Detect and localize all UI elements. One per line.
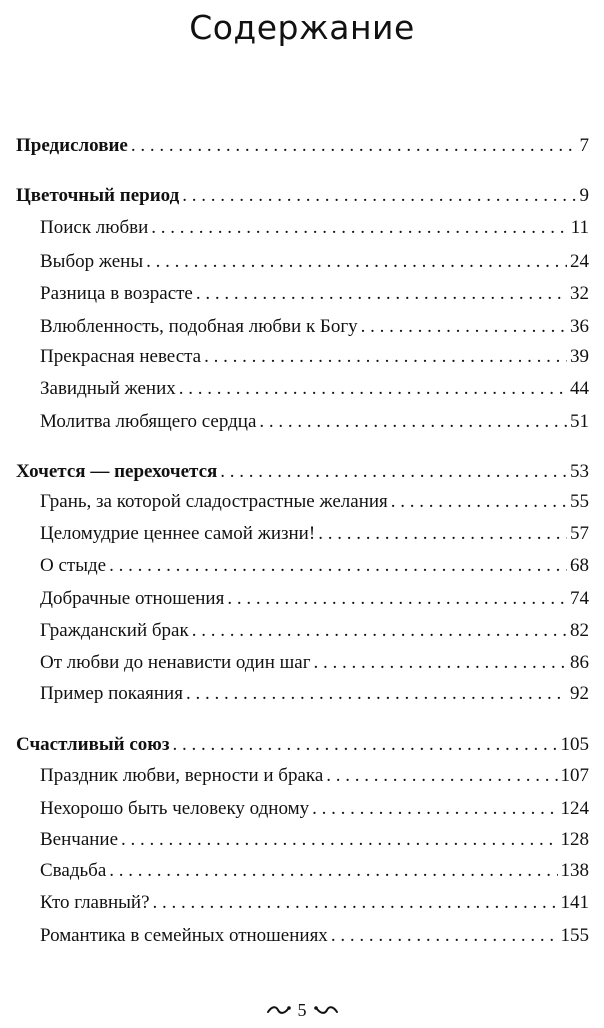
toc-entry [40, 617, 589, 645]
toc-entry-title: Хочется — перехочется [16, 461, 218, 482]
toc-entry-page: 55 [570, 491, 589, 512]
toc-entry-title: Завидный жених [40, 378, 176, 399]
dot-leader [146, 248, 567, 276]
dot-leader [182, 182, 576, 210]
toc-entry [40, 680, 589, 708]
toc-entry-title: Разница в возрасте [40, 283, 193, 304]
toc-entry-title: Счастливый союз [16, 734, 170, 755]
toc-entry-page: 24 [570, 251, 589, 272]
dot-leader [318, 520, 567, 548]
toc-entry [40, 889, 589, 917]
page-footer [0, 996, 604, 1024]
toc-entry-title: Влюбленность, подобная любви к Богу [40, 316, 358, 337]
dot-leader [391, 488, 567, 516]
toc-entry-page: 86 [570, 652, 589, 673]
dot-leader [220, 458, 567, 486]
toc-entry-title: Венчание [40, 829, 119, 850]
toc-entry-title: Добрачные отношения [40, 588, 225, 609]
toc-entry [40, 214, 589, 242]
toc-entry [40, 922, 589, 950]
toc-entry-page: 39 [570, 346, 589, 367]
toc-entry-title: Романтика в семейных отношениях [40, 925, 328, 946]
dot-leader [331, 922, 558, 950]
toc-entry-page: 11 [570, 217, 589, 238]
toc-entry [40, 826, 589, 854]
dot-leader [109, 857, 557, 885]
toc-entry-title: Целомудрие ценнее самой жизни! [40, 523, 316, 544]
toc-entry [40, 408, 589, 436]
toc-entry-page: 68 [570, 555, 589, 576]
dot-leader [109, 552, 567, 580]
toc-section-entry [16, 731, 589, 759]
toc-entry-page: 105 [560, 734, 589, 755]
toc-entry-page: 36 [570, 316, 589, 337]
toc-entry-page: 57 [570, 523, 589, 544]
toc-entry-page: 92 [570, 683, 589, 704]
dot-leader [186, 680, 567, 708]
toc-entry-page: 155 [560, 925, 589, 946]
page-title: Содержание [189, 8, 415, 47]
dot-leader [204, 343, 567, 371]
toc-entry-title: Пример покаяния [40, 683, 183, 704]
toc-entry-page: 7 [579, 135, 589, 156]
toc-entry [40, 520, 589, 548]
toc-entry [40, 795, 589, 823]
dot-leader [153, 889, 558, 917]
toc-entry-page: 141 [560, 892, 589, 913]
toc-entry-page: 44 [570, 378, 589, 399]
toc-entry-title: Грань, за которой сладострастные желания [40, 491, 388, 512]
toc-entry-title: Кто главный? [40, 892, 150, 913]
toc-entry-page: 138 [560, 860, 589, 881]
toc-entry-title: Молитва любящего сердца [40, 411, 257, 432]
dot-leader [151, 214, 567, 242]
toc-entry [40, 375, 589, 403]
toc-entry [40, 248, 589, 276]
toc-entry-page: 51 [570, 411, 589, 432]
toc-entry [40, 762, 589, 790]
toc-entry-title: Свадьба [40, 860, 107, 881]
toc-entry-title: Нехорошо быть человеку одному [40, 798, 310, 819]
toc-entry-title: Праздник любви, верности и брака [40, 765, 324, 786]
dot-leader [361, 313, 567, 341]
toc-entry [40, 343, 589, 371]
dot-leader [172, 731, 557, 759]
right-ornament-icon [313, 1003, 339, 1017]
toc-entry-page: 9 [579, 185, 589, 206]
page-number: 5 [297, 999, 307, 1020]
toc-entry-page: 107 [560, 765, 589, 786]
dot-leader [313, 649, 567, 677]
toc-entry-title: Гражданский брак [40, 620, 189, 641]
toc-section-entry [16, 132, 589, 160]
dot-leader [179, 375, 567, 403]
toc-entry-title: Предисловие [16, 135, 128, 156]
toc-entry-page: 82 [570, 620, 589, 641]
left-ornament-icon [266, 1003, 292, 1017]
toc-entry-page: 53 [570, 461, 589, 482]
toc-entry-title: Прекрасная невеста [40, 346, 202, 367]
dot-leader [131, 132, 577, 160]
toc-entry-page: 124 [560, 798, 589, 819]
dot-leader [121, 826, 557, 854]
toc-entry-title: О стыде [40, 555, 107, 576]
toc-entry [40, 857, 589, 885]
toc-section-entry [16, 458, 589, 486]
toc-entry-title: Поиск любви [40, 217, 149, 238]
toc-section-entry [16, 182, 589, 210]
toc-entry-page: 128 [560, 829, 589, 850]
toc-entry [40, 585, 589, 613]
dot-leader [259, 408, 567, 436]
toc-entry-title: От любви до ненависти один шаг [40, 652, 311, 673]
toc-entry [40, 280, 589, 308]
toc-entry-title: Цветочный период [16, 185, 180, 206]
toc-entry [40, 488, 589, 516]
dot-leader [196, 280, 567, 308]
dot-leader [192, 617, 567, 645]
toc-entry-title: Выбор жены [40, 251, 144, 272]
toc-entry [40, 649, 589, 677]
dot-leader [312, 795, 557, 823]
toc-entry [40, 552, 589, 580]
toc-entry-page: 74 [570, 588, 589, 609]
dot-leader [326, 762, 557, 790]
toc-entry [40, 313, 589, 341]
dot-leader [227, 585, 567, 613]
toc-entry-page: 32 [570, 283, 589, 304]
